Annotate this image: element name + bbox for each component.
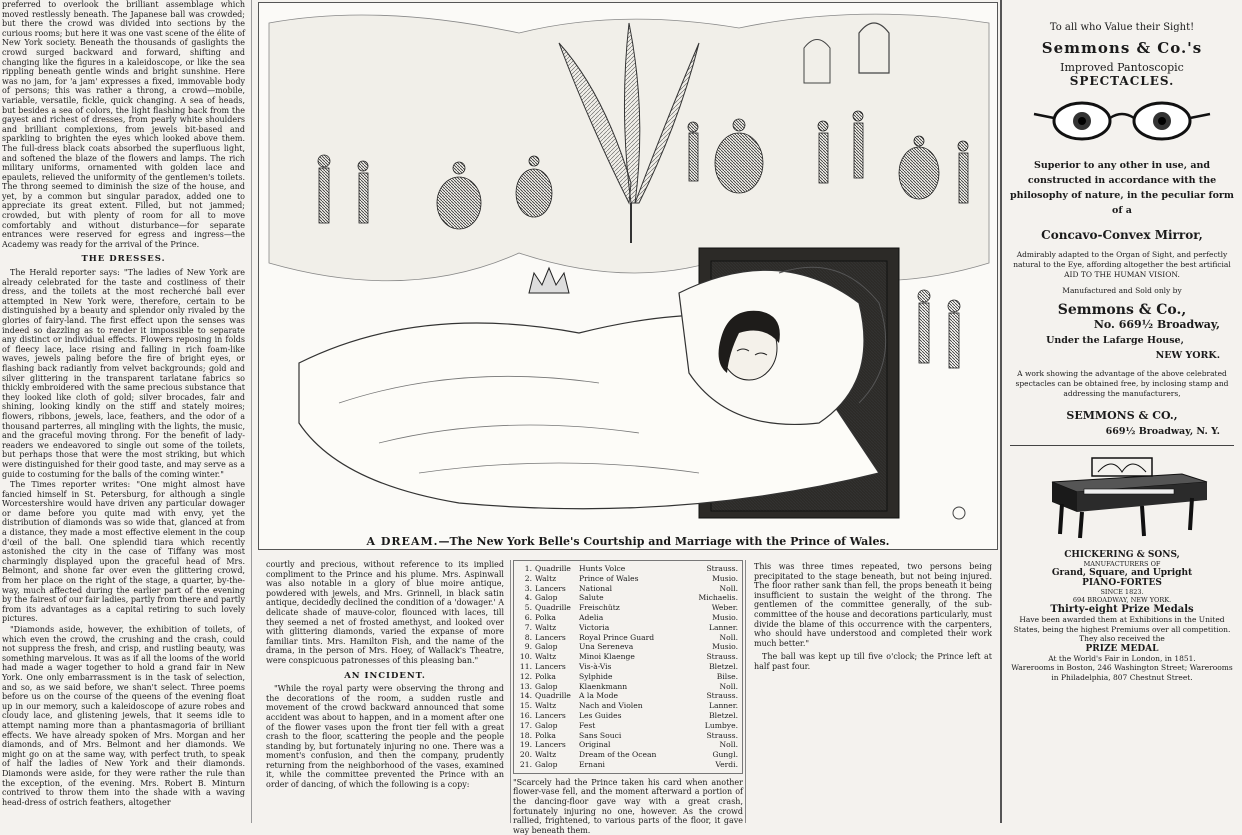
program-row xyxy=(518,603,738,613)
program-dance: Lancers xyxy=(535,661,566,671)
program-row xyxy=(518,750,738,760)
program-title: Klaenkmann xyxy=(579,681,628,691)
illustration-caption xyxy=(258,535,998,553)
program-number: 9. xyxy=(524,642,532,652)
program-number: 17. xyxy=(519,720,532,730)
program-dance: Galop xyxy=(535,642,558,652)
program-number: 5. xyxy=(524,603,532,613)
program-title: Prince of Wales xyxy=(579,573,639,583)
program-title: Vis-à-Vis xyxy=(579,661,612,671)
ad-company-name-2: Semmons & Co., xyxy=(1057,302,1187,318)
program-row xyxy=(518,574,738,584)
paragraph-end: The ball was kept up till five o'clock; the Prince left at half past four. xyxy=(754,652,992,671)
program-title: Les Guides xyxy=(579,710,622,720)
program-number: 10. xyxy=(519,652,532,662)
ad-work-note: A work showing the advantage of the above celebrated spectacles can be obtained free, by inclosing stamp and addressing the manufacturers, xyxy=(1015,369,1229,398)
program-title: Original xyxy=(579,740,611,750)
program-title: Ernani xyxy=(579,759,605,769)
program-dance: Lancers xyxy=(535,740,566,750)
middle-text-column xyxy=(262,560,508,823)
program-row xyxy=(518,633,738,643)
ad-under: Under the Lafarge House, xyxy=(1046,335,1184,346)
engraving-image xyxy=(259,3,999,533)
program-composer: Strauss. xyxy=(706,564,738,573)
program-row xyxy=(518,613,738,623)
ad-city: NEW YORK. xyxy=(1155,350,1220,361)
program-composer: Musio. xyxy=(712,573,738,583)
program-composer: Noll. xyxy=(719,681,738,691)
program-composer: Noll. xyxy=(719,740,738,750)
program-composer: Strauss. xyxy=(706,691,738,701)
program-composer: Strauss. xyxy=(706,730,738,740)
dresses-heading: THE DRESSES. xyxy=(81,254,166,265)
program-number: 4. xyxy=(524,593,532,603)
program-title: Royal Prince Guard xyxy=(579,632,655,642)
program-number: 3. xyxy=(524,583,532,593)
program-title: National xyxy=(579,583,613,593)
program-composer: Michaelis. xyxy=(698,593,738,603)
program-title: Hunts Volce xyxy=(579,564,626,573)
chickering-address: 694 BROADWAY, NEW YORK. xyxy=(1072,596,1172,604)
chickering-ad xyxy=(1010,452,1234,682)
program-dance: Waltz xyxy=(535,573,557,583)
ad-adapted: Admirably adapted to the Organ of Sight, and perfectly natural to the Eye, affording altogether the best artificial AID TO THE HUMAN VISION. xyxy=(1013,250,1231,279)
ad-divider xyxy=(1010,445,1234,446)
program-dance: Galop xyxy=(535,759,558,769)
chickering-medals: Thirty-eight Prize Medals xyxy=(1050,604,1194,615)
chickering-company: CHICKERING & SONS, xyxy=(1064,550,1180,560)
program-title: Sylphide xyxy=(579,671,613,681)
chickering-manufacturers: MANUFACTURERS OF xyxy=(1083,560,1161,568)
program-number: 13. xyxy=(519,681,532,691)
chickering-medals-text: Have been awarded them at Exhibitions in the United States, being the highest Premiums over all competition. They also received the xyxy=(1013,615,1231,643)
program-number: 11. xyxy=(519,661,532,671)
program-number: 12. xyxy=(519,671,532,681)
program-number: 16. xyxy=(519,710,532,720)
ad-manufactured: Manufactured and Sold only by xyxy=(1062,286,1182,295)
program-number: 21. xyxy=(519,759,532,769)
program-title: Salute xyxy=(579,593,604,603)
program-dance: Polka xyxy=(535,671,556,681)
paragraph-diamonds: "Diamonds aside, however, the exhibition of toilets, of which even the crowd, the crushing and the crash, could not suppress the fresh, and crisp, and rustling beauty, was something marvelous. It was as if all the looms of the world had made a wager together to hold a grand fair in New York. One only embarrassment is in the task of selection, and so, as we said before, we shan't select. Three poems before us on the course of the queens of the evening float up in our memory, such a kaleidoscope of azure robes and cloudy lace, and glistening jewels, that it seems idle to attempt naming more than a phantasmagoria of brilliant effects. We have already spoken of Mrs. Morgan and her diamonds, and of Mrs. Belmont and her diamonds. We might go on at the same way, with perfect truth, to speak of half the ladies of New York and their diamonds. Diamonds were aside, for they were rather the rule than the exception, of the evening. Mrs. Robert B. Minturn contrived to throw them into the shade with a waving head-dress of ostrich feathers, altogether xyxy=(2,625,245,807)
program-row xyxy=(518,691,738,701)
program-row xyxy=(518,662,738,672)
program-title: Minoi Klaenge xyxy=(579,652,635,662)
program-dance: Lancers xyxy=(535,632,566,642)
ad-improved: Improved Pantoscopic xyxy=(1060,61,1184,74)
program-dance: Quadrille xyxy=(535,564,571,573)
program-composer: Musio. xyxy=(712,642,738,652)
caption-title: A DREAM. xyxy=(366,535,439,548)
ad-mirror: Concavo-Convex Mirror, xyxy=(1041,228,1203,242)
program-row xyxy=(518,564,738,574)
ad-address: No. 669½ Broadway, xyxy=(1093,318,1220,331)
program-composer: Weber. xyxy=(711,603,738,613)
piano-icon xyxy=(1022,452,1222,542)
chickering-prize: PRIZE MEDAL xyxy=(1085,643,1159,654)
program-title: Dream of the Ocean xyxy=(579,750,657,760)
crown-icon xyxy=(529,268,569,293)
program-row xyxy=(518,731,738,741)
program-title: Freischütz xyxy=(579,603,620,613)
chickering-products: Grand, Square, and Upright xyxy=(1051,568,1193,578)
program-composer: Verdi. xyxy=(715,759,738,769)
ad-address-2: 669½ Broadway, N. Y. xyxy=(1105,426,1220,437)
program-number: 8. xyxy=(524,632,532,642)
program-row xyxy=(518,682,738,692)
program-row xyxy=(518,642,738,652)
program-number: 19. xyxy=(519,740,532,750)
semmons-ad xyxy=(1010,22,1234,437)
paragraph-incident: "While the royal party were observing the throng and the decorations of the room, a sudden rustle and movement of the crowd backward announced that some accident was about to happen, and in a moment after one of the flower vases upon the front tier fell with a great crash to the floor, scattering the people and the people standing by, but fortunately injuring no one. There was a moment's confusion, and then the company, prudently returning from the neighborhood of the vases, examined it, while the committee prevented the Prince with an order of dancing, of which the following is a copy: xyxy=(266,684,504,790)
program-row xyxy=(518,593,738,603)
program-row xyxy=(518,623,738,633)
program-number: 15. xyxy=(519,701,532,711)
program-composer: Bletzel. xyxy=(709,710,738,720)
left-text-column xyxy=(0,0,252,823)
program-title: Nach and Violen xyxy=(579,701,643,711)
program-dance: Quadrille xyxy=(535,691,571,701)
ad-company-name: Semmons & Co.'s xyxy=(1041,39,1203,57)
program-row xyxy=(518,701,738,711)
dance-program-column xyxy=(510,560,746,835)
program-dance: Quadrille xyxy=(535,603,571,613)
program-number: 7. xyxy=(524,622,532,632)
program-row xyxy=(518,760,738,770)
paragraph-crowd: preferred to overlook the brilliant assemblage which moved restlessly beneath. The Japanese ball was crowded; but there the crowd was divided into sections by the curious rooms; but here it was one vast scene of the élite of New York society. Beneath the thousands of gaslights the crowd surged backward and forward, shifting and changing like the figures in a kaleidoscope, or like the sea rippling beneath gentle winds and bright sunshine. Here was no jam, for 'a jam' expresses a fixed, immovable body of persons; this was rather a throng, a crowd—mobile, variable, versatile, fickle, quick changing. A sea of heads, but besides a sea of colors, the light flashing back from the gayest and richest of dresses, from pearly white shoulders and brilliant complexions, from jewels bit-based and sparkling to brighten the eyes which looked above them. The full-dress black coats absorbed the superfluous light, and softened the blaze of the flowers and lamps. The rich military uniforms, ornamented with golden lace and epaulets, relieved the uniformity of the gentlemen's toilets. The throng seemed to diminish the size of the house, and yet, by a common but singular paradox, added one to appreciate its great extent. Filled, but not jammed; crowded, but with plenty of room for all to move comfortably and without disturbance—for separate entrances were reserved for egress and ingress—the Academy was ready for the arrival of the Prince. xyxy=(2,0,245,249)
program-row xyxy=(518,740,738,750)
ad-tagline: To all who Value their Sight! xyxy=(1049,22,1195,33)
chickering-pianos: PIANO-FORTES xyxy=(1082,578,1162,588)
program-dance: Galop xyxy=(535,720,558,730)
spectacles-icon xyxy=(1032,96,1212,146)
program-title: Una Sereneva xyxy=(579,642,634,652)
program-composer: Noll. xyxy=(719,583,738,593)
ad-body: Superior to any other in use, and constructed in accordance with the philosophy of nature, in the peculiar form of a xyxy=(1010,160,1234,216)
program-composer: Gungl. xyxy=(712,750,738,760)
program-title: Victoria xyxy=(579,622,610,632)
dance-program-table xyxy=(513,560,743,774)
program-composer: Lanner. xyxy=(708,701,738,711)
program-number: 6. xyxy=(524,612,532,622)
program-composer: Lumbye. xyxy=(704,720,738,730)
paragraph-floor: "Scarcely had the Prince taken his card when another flower-vase fell, and the moment afterward a portion of the dancing-floor gave way with a great crash, fortunately injuring no one, however. As the crowd rallied, frightened, to various parts of the floor, it gave way beneath them. xyxy=(513,777,743,835)
program-row xyxy=(518,711,738,721)
program-number: 1. xyxy=(524,564,532,573)
ad-company-name-3: SEMMONS & CO., xyxy=(1066,409,1178,422)
program-number: 14. xyxy=(519,691,532,701)
program-title: Sans Souci xyxy=(579,730,622,740)
program-row xyxy=(518,584,738,594)
paragraph-herald: The Herald reporter says: "The ladies of New York are already celebrated for the taste and costliness of their dress, and the toilets at the most recherché ball ever attempted in New York were, therefore, certain to be distinguished by a beauty and splendor only rivaled by the glories of fairy-land. The first effect upon the senses was indeed so dazzling as to render it impossible to separate any distinct or individual effects. Flowers reposing in folds of fleecy lace, lace rising and falling in rich foam-like waves, jewels paling before the fire of bright eyes, or flashing back radiantly from velvet backgrounds; gold and silver glittering in the transparent tarlatane fabrics so thickly embroidered with the same precious substance that they looked like cloth of gold; silver brocades, fair and shining, looking kindly on the stiff and stately moires; flowers, ribbons, jewels, lace, feathers, and the odor of a thousand parterres, all mingling with the lights, the music, and the graceful moving throng. For the benefit of lady-readers we endeavored to single out some of the toilets, but perhaps those that were the most striking, but which were distinguished for their good taste, and may serve as a guide to costuming for the balls of the coming winter." xyxy=(2,268,245,479)
program-composer: Bilse. xyxy=(716,671,738,681)
chickering-worlds-fair: At the World's Fair in London, in 1851. xyxy=(1048,653,1196,663)
program-row xyxy=(518,652,738,662)
program-composer: Musio. xyxy=(712,612,738,622)
chickering-warerooms: Warerooms in Boston, 246 Washington Street; Warerooms in Philadelphia, 807 Chestnut Street. xyxy=(1011,663,1233,682)
caption-text: —The New York Belle's Courtship and Marriage with the Prince of Wales. xyxy=(438,535,890,548)
program-title: Adelia xyxy=(579,612,604,622)
program-composer: Bletzel. xyxy=(709,661,738,671)
program-dance: Galop xyxy=(535,593,558,603)
paragraph-collapse: This was three times repeated, two persons being precipitated to the stage beneath, but not being injured. The floor rather sank than fell, the props beneath it being insufficient to sustain the weight of the throng. The gentlemen of the committee generally, of the sub-committee of the house and decorations particularly, must divide the blame of this occurrence with the carpenters, who should have understood and completed their work much better." xyxy=(754,562,992,648)
program-dance: Waltz xyxy=(535,652,557,662)
paragraph-toilets: courtly and precious, without reference to its implied compliment to the Prince and his plume. Mrs. Aspinwall was also notable in a glory of blue moire antique, powdered with jewels, and Mrs. Grinnell, in black satin antique, decidedly declined the condition of a 'dowager.' A delicate shade of mauve-color, flounced with laces, till they seemed a net of frosted amethyst, and looked over with glittering diamonds, varied the expanse of more familiar tints. Mrs. Hamilton Fish, and the name of the drama, in the person of Mrs. Hoey, of Wallack's Theatre, were conspicuous patronesses of this pleasing ban." xyxy=(266,560,504,665)
program-title: Fest xyxy=(579,720,596,730)
program-composer: Strauss. xyxy=(706,652,738,662)
program-row xyxy=(518,672,738,682)
program-number: 2. xyxy=(524,573,532,583)
program-dance: Waltz xyxy=(535,750,557,760)
right-middle-text-column xyxy=(748,560,998,823)
program-dance: Lancers xyxy=(535,710,566,720)
program-number: 18. xyxy=(519,730,532,740)
program-title: A la Mode xyxy=(579,691,618,701)
program-row xyxy=(518,721,738,731)
program-dance: Lancers xyxy=(535,583,566,593)
program-dance: Galop xyxy=(535,681,558,691)
ad-product: SPECTACLES. xyxy=(1069,74,1175,88)
program-composer: Lanner. xyxy=(708,622,738,632)
advertisements-column xyxy=(1000,0,1242,823)
incident-heading: AN INCIDENT. xyxy=(344,670,426,681)
program-dance: Polka xyxy=(535,730,556,740)
program-dance: Polka xyxy=(535,612,556,622)
dream-illustration xyxy=(258,2,998,550)
program-number: 20. xyxy=(519,750,532,760)
program-dance: Waltz xyxy=(535,622,557,632)
program-composer: Noll. xyxy=(719,632,738,642)
paragraph-times: The Times reporter writes: "One might almost have fancied himself in St. Petersburg, for although a single Worcestershire would have driven any particular dowager or dame before you quite mad with envy, yet the distribution of diamonds was so wide that, glanced at from a distance, they made a most effective element in the coup d'œil of the ball. One splendid tiara which recently astonished the city in the case of Tiffany was most charmingly displayed upon the graceful head of Mrs. Belmont, and shone far over even the glittering crowd, from her place on the right of the stage, a quarter, by-the-way, much affected during the earlier part of the evening by the fairest of our fair ladies, partly from there and partly from its advantages as a capital retiring to such lovely pictures. xyxy=(2,480,245,624)
chickering-since: SINCE 1823. xyxy=(1100,588,1144,596)
program-dance: Waltz xyxy=(535,701,557,711)
